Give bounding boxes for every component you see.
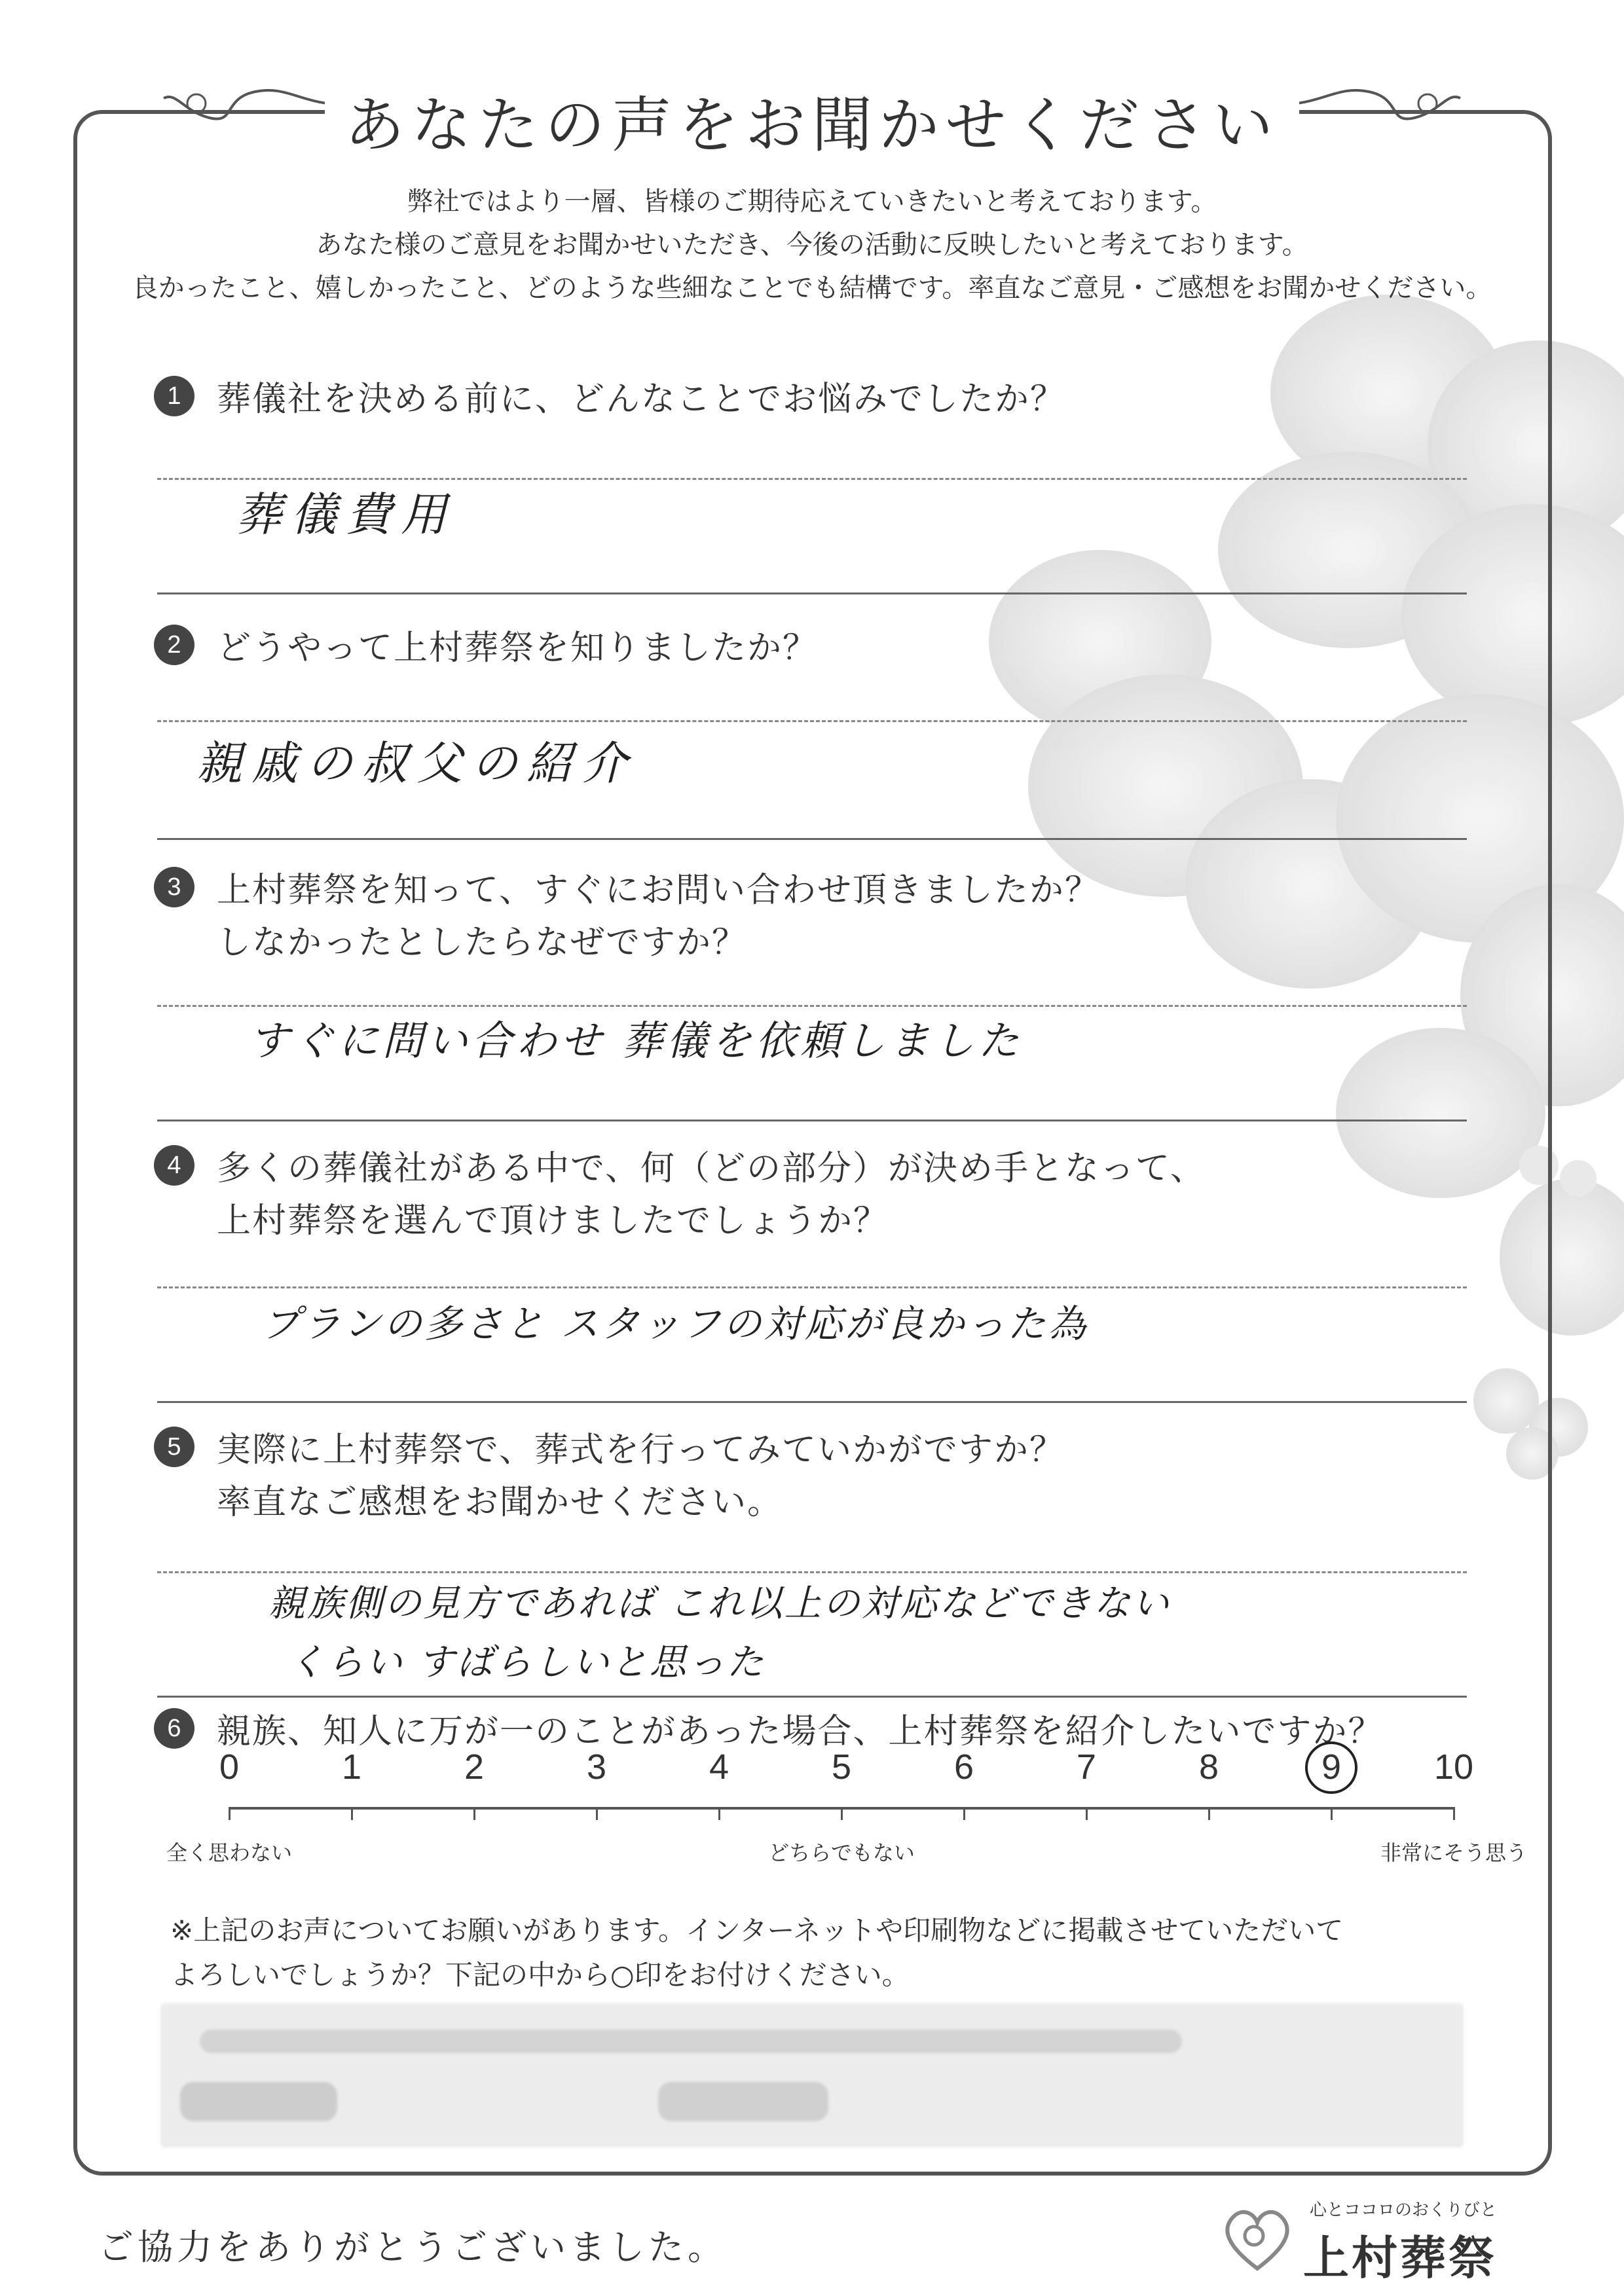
- answer-underline: [157, 1696, 1467, 1698]
- rating-option-0[interactable]: 0: [219, 1747, 240, 1787]
- handwritten-answer-5-line-2: くらい すばらしいと思った: [288, 1641, 766, 1684]
- rating-tick: [229, 1807, 231, 1820]
- question-2: [154, 622, 818, 674]
- publication-consent-note: ※上記のお声についてお願いがあります。インターネットや印刷物などに掲載させていただいて よろしいでしょうか？下記の中から○印をお付けください。: [170, 1914, 1344, 1991]
- rating-tick: [596, 1807, 598, 1820]
- rating-option-8[interactable]: 8: [1198, 1747, 1219, 1787]
- question-text: 実際に上村葬祭で、葬式を行ってみていかがですか？ 率直なご感想をお聞かせください。: [217, 1430, 1065, 1522]
- answer-guide-line: [157, 1571, 1467, 1573]
- question-text: 葬儀社を決める前に、どんなことでお悩みでしたか？: [217, 380, 1066, 419]
- rating-option-6[interactable]: 6: [953, 1747, 974, 1787]
- handwritten-answer-1: 葬儀費用: [236, 488, 456, 541]
- answer-underline: [157, 592, 1467, 594]
- question-number-badge: 5: [154, 1427, 194, 1467]
- rating-option-4[interactable]: 4: [709, 1747, 729, 1787]
- rating-option-9[interactable]: 9: [1321, 1747, 1342, 1787]
- rating-left-label: 全く思わない: [166, 1840, 293, 1865]
- rating-tick: [1208, 1807, 1210, 1820]
- question-text: 多くの葬儀社がある中で、何（どの部分）が決め手となって、 上村葬祭を選んで頂けましたでしょうか？: [217, 1149, 1206, 1241]
- page-title: あなたの声をお聞かせください: [325, 77, 1299, 164]
- redacted-consent-options: [160, 2003, 1464, 2147]
- selected-rating-circle: [1305, 1741, 1357, 1794]
- question-text: どうやって上村葬祭を知りましたか？: [217, 629, 819, 668]
- rating-tick: [1453, 1807, 1455, 1820]
- rating-right-label: 非常にそう思う: [1380, 1840, 1528, 1865]
- rating-tick: [473, 1807, 475, 1820]
- answer-guide-line: [157, 1286, 1467, 1288]
- company-logo: [1218, 2196, 1532, 2285]
- answer-underline: [157, 1120, 1467, 1121]
- question-text: 親族、知人に万が一のことがあった場合、上村葬祭を紹介したいですか？: [217, 1712, 1384, 1751]
- rating-scale: [166, 1747, 1528, 1865]
- question-number-badge: 4: [154, 1145, 194, 1186]
- question-5: [154, 1424, 1065, 1529]
- answer-guide-line: [157, 1005, 1467, 1007]
- intro-line: あなた様のご意見をお聞かせいただき、今後の活動に反映したいと考えております。: [316, 230, 1308, 260]
- intro-line: 弊社ではより一層、皆様のご期待応えていきたいと考えております。: [407, 187, 1217, 217]
- question-number-badge: 1: [154, 376, 194, 416]
- intro-line: 良かったこと、嬉しかったこと、どのような些細なことでも結構です。率直なご意見・ご感想をお聞かせください。: [132, 273, 1492, 303]
- answer-underline: [157, 1401, 1467, 1403]
- intro-text: [105, 180, 1519, 310]
- rating-option-1[interactable]: 1: [341, 1747, 362, 1787]
- question-1: [154, 373, 1065, 426]
- rating-option-10[interactable]: 10: [1433, 1747, 1474, 1787]
- logo-tagline: 心とココロのおくりびと: [1310, 2200, 1498, 2220]
- question-number-badge: 2: [154, 625, 194, 665]
- rating-option-5[interactable]: 5: [831, 1747, 852, 1787]
- rating-option-3[interactable]: 3: [586, 1747, 607, 1787]
- handwritten-answer-4: プランの多さと スタッフの対応が良かった為: [262, 1302, 1089, 1346]
- rating-option-7[interactable]: 7: [1076, 1747, 1097, 1787]
- answer-guide-line: [157, 720, 1467, 722]
- thank-you-message: ご協力をありがとうございました。: [98, 2227, 727, 2268]
- question-text: 上村葬祭を知って、すぐにお問い合わせ頂きましたか？ しなかったとしたらなぜですか？: [217, 871, 1100, 962]
- rating-tick: [963, 1807, 965, 1820]
- answer-underline: [157, 838, 1467, 840]
- rating-tick: [1331, 1807, 1333, 1820]
- question-4: [154, 1142, 1206, 1247]
- logo-name: 上村葬祭: [1303, 2231, 1497, 2285]
- question-3: [154, 864, 1100, 969]
- rating-tick: [1086, 1807, 1088, 1820]
- heart-logo-icon: [1218, 2203, 1297, 2275]
- rating-mid-label: どちらでもない: [768, 1840, 915, 1865]
- handwritten-answer-2: 親戚の叔父の紹介: [196, 737, 637, 790]
- handwritten-answer-3: すぐに問い合わせ 葬儀を依頼しました: [249, 1017, 1023, 1065]
- question-number-badge: 6: [154, 1708, 194, 1749]
- rating-tick: [351, 1807, 353, 1820]
- handwritten-answer-5-line-1: 親族側の見方であれば これ以上の対応などできない: [268, 1582, 1171, 1625]
- question-number-badge: 3: [154, 867, 194, 907]
- rating-tick: [718, 1807, 720, 1820]
- title-bar: [0, 77, 1624, 164]
- rating-option-2[interactable]: 2: [464, 1747, 485, 1787]
- rating-tick: [841, 1807, 843, 1820]
